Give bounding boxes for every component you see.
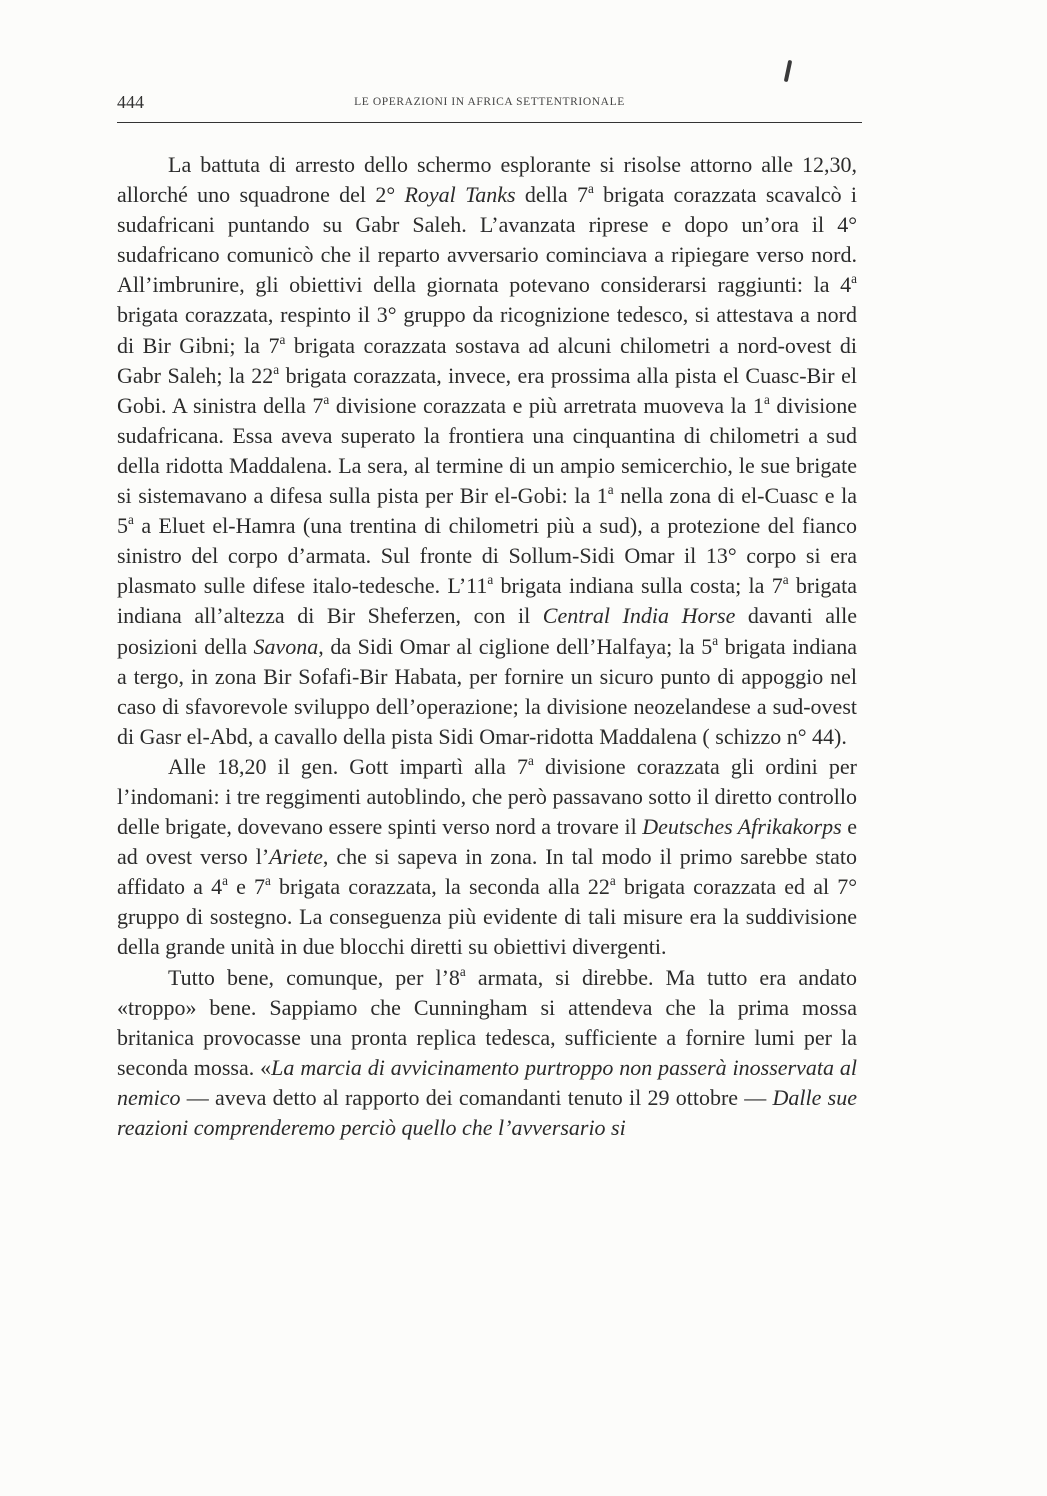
page-header bbox=[117, 92, 862, 123]
text-run: brigata corazzata sostava ad alcuni chilometri a nord-ovest di Gabr Saleh; la 22 bbox=[117, 332, 858, 388]
italic-text: La marcia di avvicinamento purtroppo non passerà inosservata al nemico bbox=[117, 1054, 857, 1110]
superscript: a bbox=[222, 873, 228, 889]
paragraph-1 bbox=[117, 150, 857, 752]
superscript: a bbox=[459, 963, 466, 979]
superscript: a bbox=[487, 572, 494, 588]
superscript: a bbox=[323, 391, 330, 407]
superscript: a bbox=[712, 632, 719, 648]
text-run: e ad ovest verso l’ bbox=[117, 814, 857, 870]
superscript: a bbox=[279, 331, 286, 347]
text-run: La battuta di arresto dello schermo esplorante si risolse attorno alle 12,30, allorché uno squadrone del 2° bbox=[117, 152, 857, 208]
superscript: a bbox=[273, 361, 280, 377]
text-run: brigata corazzata, la seconda alla 22 bbox=[270, 874, 610, 900]
paragraph-2 bbox=[117, 752, 857, 963]
text-run: divisione sudafricana. Essa aveva superato la frontiera una cinquantina di chilometri a sud della ridotta Maddalena. La sera, al termine di un ampio semicerchio, le sue brigate si sistemavano a difesa sulla pista per Bir el-Gobi: la 1 bbox=[117, 392, 857, 509]
text-run: a Eluet el-Hamra (una trentina di chilometri più a sud), a protezione del fianco sinistro del corpo d’armata. Sul fronte di Sollum-Sidi Omar il 13° corpo si era plasmato sulle difese italo-tedesche. L’11 bbox=[117, 513, 857, 599]
pen-mark bbox=[784, 60, 792, 82]
superscript: a bbox=[782, 572, 789, 588]
superscript: a bbox=[609, 873, 616, 889]
text-run: nella zona di el-Cuasc e la 5 bbox=[117, 483, 858, 539]
text-run: , da Sidi Omar al ciglione dell’Halfaya; la 5 bbox=[318, 633, 713, 659]
italic-text: Deutsches Afrikakorps bbox=[642, 814, 842, 840]
superscript: a bbox=[607, 481, 614, 497]
superscript: a bbox=[265, 873, 271, 889]
text-run: brigata corazzata, respinto il 3° gruppo da ricognizione tedesco, si attestava a nord di Bir Gibni; la 7 bbox=[117, 302, 857, 358]
text-run: della 7 bbox=[515, 182, 588, 208]
text-run: brigata indiana a tergo, in zona Bir Sofafi-Bir Habata, per fornire un sicuro punto di appoggio nel caso di sfavorevole sviluppo dell’operazione; la divisione neozelandese a sud-ovest di Gasr el-Abd, a cavallo della pista Sidi Omar-ridotta Maddalena ( schizzo n° 44). bbox=[117, 633, 858, 749]
text-run: , che si sapeva in zona. In tal modo il primo sarebbe stato affidato a 4 bbox=[117, 844, 857, 900]
text-run: brigata corazzata ed al 7° gruppo di sostegno. La conseguenza più evidente di tali misure era la suddivisione della grande unità in due blocchi diretti su obiettivi divergenti. bbox=[117, 874, 858, 960]
italic-text: Ariete bbox=[269, 844, 323, 870]
italic-text: Dalle sue reazioni comprenderemo perciò quello che l’avversario si bbox=[117, 1084, 858, 1140]
page-number: 444 bbox=[117, 92, 144, 112]
running-head: LE OPERAZIONI IN AFRICA SETTENTRIONALE bbox=[354, 96, 625, 108]
paragraph-3 bbox=[117, 963, 857, 1144]
text-run: brigata indiana all’altezza di Bir Sheferzen, con il bbox=[117, 573, 857, 629]
body-text bbox=[117, 150, 857, 1143]
superscript: a bbox=[587, 180, 594, 196]
text-run: davanti alle posizioni della bbox=[117, 603, 857, 659]
superscript: a bbox=[528, 752, 534, 768]
text-run: armata, si direbbe. Ma tutto era andato «troppo» bene. Sappiamo che Cunningham si attendeva che la prima mossa britanica provocasse una pronta replica tedesca, sufficiente a fornire lumi per la seconda mossa. « bbox=[117, 964, 857, 1080]
italic-text: Central India Horse bbox=[542, 603, 736, 629]
text-run: e 7 bbox=[227, 874, 266, 900]
text-run: brigata corazzata scavalcò i sudafricani puntando su Gabr Saleh. L’avanzata riprese e dopo un’ora il 4° sudafricano comunicò che il reparto avversario cominciava a ripiegare verso nord. All’imbrunire, gli obiettivi della giornata potevano considerarsi raggiunti: la 4 bbox=[117, 182, 858, 298]
text-run: Alle 18,20 il gen. Gott impartì alla 7 bbox=[168, 753, 529, 779]
text-run: divisione corazzata e più arretrata muoveva la 1 bbox=[329, 392, 764, 418]
text-run: brigata corazzata, invece, era prossima alla pista el Cuasc-Bir el Gobi. A sinistra della 7 bbox=[117, 362, 857, 418]
text-run: divisione corazzata gli ordini per l’indomani: i tre reggimenti autoblindo, che però passavano sotto il diretto controllo delle brigate, dovevano essere spinti verso nord a trovare il bbox=[117, 753, 857, 840]
text-run: brigata indiana sulla costa; la 7 bbox=[493, 573, 783, 599]
superscript: a bbox=[851, 271, 857, 287]
italic-text: Savona bbox=[253, 633, 319, 659]
superscript: a bbox=[128, 511, 134, 527]
text-run: — aveva detto al rapporto dei comandanti tenuto il 29 ottobre — bbox=[180, 1084, 773, 1110]
text-run: Tutto bene, comunque, per l’8 bbox=[168, 964, 460, 990]
superscript: a bbox=[763, 391, 770, 407]
italic-text: Royal Tanks bbox=[404, 182, 516, 208]
